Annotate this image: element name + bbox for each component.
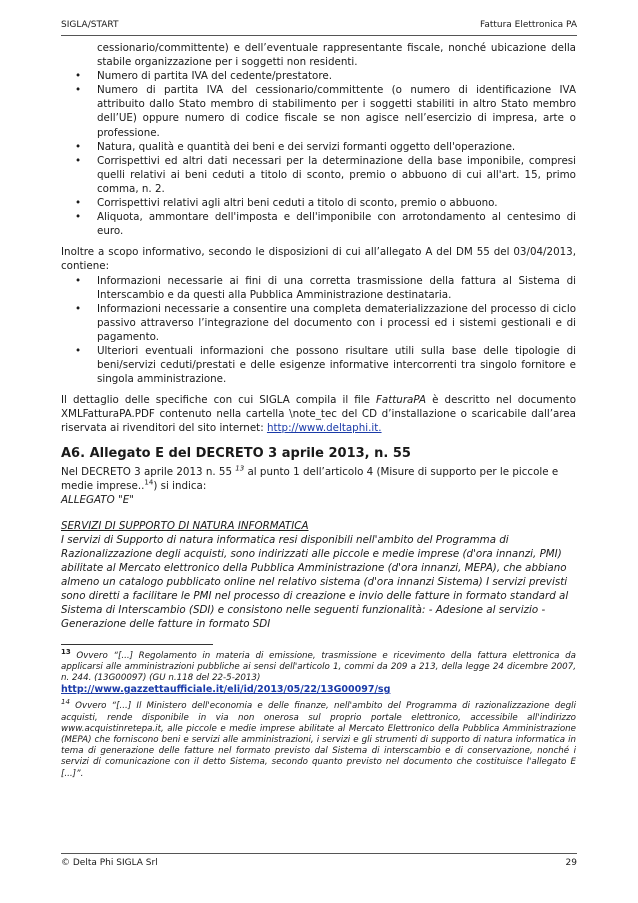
bullet-icon: • — [75, 197, 82, 210]
invoice-data-list — [61, 69, 576, 238]
section-intro: Nel DECRETO 3 aprile 2013 n. 55 $^{13}$ al punto 1 dell’articolo 4 (Misure di supporto per le piccole e medie imprese..$^{14}$) si indica: — [61, 464, 559, 492]
list-continuation: cessionario/committente) e dell’eventuale rappresentante fiscale, nonché ubicazione della stabile organizzazione per i soggetti non residenti. — [97, 42, 576, 69]
file-name: FatturaPA — [375, 394, 427, 407]
list-item: • Informazioni necessarie ai fini di una corretta trasmissione della fattura al Sistema di Interscambio e da questi alla Pubblica Amministrazione destinataria. — [75, 274, 576, 301]
footnote-14: $^{14}$ Ovvero “[...] Il Ministero dell'economia e delle finanze, nell'ambito del Programma di razionalizzazione degli acquisti, rende disponibile in via non onerosa sul proprio portale elettronico, accessibile all'indirizzo www.acquistinretepa.it, alle piccole e medie imprese abilitate al Mercato Elettronico della Pubblica Amministrazione (MEPA) che forniscono beni e servizi alle amministrazioni, i servizi e gli strumenti di supporto di natura informatica in tema di generazione delle fatture nel formato previsto dal Sistema di interscambio e di conservazione, nonché i servizi di comunicazione con il detto Sistema, secondo quanto previsto nel documento che costituisce l'allegato E [...]”. — [61, 698, 576, 779]
header-left: SIGLA/START — [61, 20, 119, 30]
bullet-icon: • — [75, 154, 82, 167]
page-footer — [61, 853, 577, 872]
list-item: • Informazioni necessarie a consentire una completa dematerializzazione del processo di ciclo passivo attraverso l’integrazione del documento con i processi ed i sistemi gestionali e di pagamento. — [75, 302, 576, 343]
bullet-icon: • — [75, 84, 82, 97]
header-right: Fattura Elettronica PA — [479, 20, 577, 30]
list-item: • Corrispettivi relativi agli altri beni ceduti a titolo di sconto, premio o abbuono. — [75, 197, 498, 210]
footnote-separator — [61, 644, 213, 651]
footnote-number: 13 — [61, 647, 71, 656]
bullet-icon: • — [75, 274, 82, 287]
paragraph-dettaglio: Il dettaglio delle specifiche con cui SIGLA compila il file FatturaPA è descritto nel documento XMLFatturaPA.PDF contenuto nella cartella \note_tec del CD d’installazione o scaricabile dall’area riservata ai rivenditori del sito internet: http://www.deltaphi.it. — [61, 394, 576, 435]
footnote-ref-13[interactable]: 13 — [235, 464, 245, 473]
section-title: A6. Allegato E del DECRETO 3 aprile 2013, n. 55 — [61, 445, 411, 461]
list-item: • Numero di partita IVA del cedente/prestatore. — [75, 70, 332, 83]
list-item: • Natura, qualità e quantità dei beni e dei servizi formanti oggetto dell'operazione. — [75, 140, 516, 153]
footnote-ref-14[interactable]: 14 — [144, 478, 154, 487]
bullet-icon: • — [75, 70, 82, 83]
bullet-icon: • — [75, 302, 82, 315]
list-item: • Corrispettivi ed altri dati necessari per la determinazione della base imponibile, compresi quelli relativi ai beni ceduti a titolo di sconto, premio o abbuono di cui all'art. 15, primo comma, n. 2. — [75, 154, 576, 195]
services-body: I servizi di Supporto di natura informatica resi disponibili nell'ambito del Programma di Razionalizzazione degli acquisti, sono indirizzati alle piccole e medie imprese (d'ora innanzi, PMI) abilitate al Mercato elettronico della Pubblica Amministrazione (d'ora innanzi, MEPA), che abbiano almeno un catalogo pubblicato online nel relativo sistema (d'ora innanzi Sistema) I servizi previsti sono diretti a facilitare le PMI nel processo di creazione e invio delle fatture in formato standard al Sistema di Interscambio (SDI) e consistono nelle seguenti funzionalità: - Adesione al servizio - Generazione delle fatture in formato SDI — [61, 533, 569, 631]
deltaphi-link[interactable]: http://www.deltaphi.it. — [266, 422, 382, 435]
page-header — [61, 17, 577, 36]
page-number: 29 — [565, 858, 577, 868]
list-item: • Ulteriori eventuali informazioni che possono risultare utili sulla base delle tipologie di beni/servizi ceduti/prestati e delle esigenze informative intercorrenti tra singolo fornitore e singola amministrazione. — [75, 344, 576, 386]
page-body — [61, 41, 576, 780]
gazzetta-link[interactable]: http://www.gazzettaufficiale.it/eli/id/2013/05/22/13G00097/sg — [61, 684, 391, 696]
list-item: • Aliquota, ammontare dell'imposta e dell'imponibile con arrotondamento al centesimo di euro. — [75, 211, 576, 238]
bullet-icon: • — [75, 344, 82, 357]
list-item: • Numero di partita IVA del cessionario/committente (o numero di identificazione IVA attribuito dallo Stato membro di stabilimento per i soggetti stabiliti in altro Stato membro dell’UE) oppure numero di codice fiscale se non agisce nell’esercizio di impresa, arte o professione. — [75, 84, 576, 139]
footnote-13: $^{13}$ Ovvero “[...] Regolamento in materia di emissione, trasmissione e ricevimento della fattura elettronica da applicarsi alle amministrazioni pubbliche ai sensi dell'articolo 1, commi da 209 a 213, della legge 24 dicembre 2007, n. 244. (13G00097) (GU n.118 del 22-5-2013) http://www.gazzettaufficiale.it/eli/id/2013/05/22/13G00097/sg — [61, 647, 576, 696]
footnote-number: 14 — [61, 698, 70, 707]
bullet-icon: • — [75, 211, 82, 224]
info-list — [61, 274, 576, 387]
paragraph-inoltre: Inoltre a scopo informativo, secondo le disposizioni di cui all’allegato A del DM 55 del 03/04/2013, contiene: — [61, 246, 576, 273]
bullet-icon: • — [75, 140, 82, 153]
services-subtitle: SERVIZI DI SUPPORTO DI NATURA INFORMATICA — [61, 519, 309, 532]
allegato-label: ALLEGATO "E" — [61, 493, 134, 506]
footer-copyright: © Delta Phi SIGLA Srl — [61, 858, 158, 868]
